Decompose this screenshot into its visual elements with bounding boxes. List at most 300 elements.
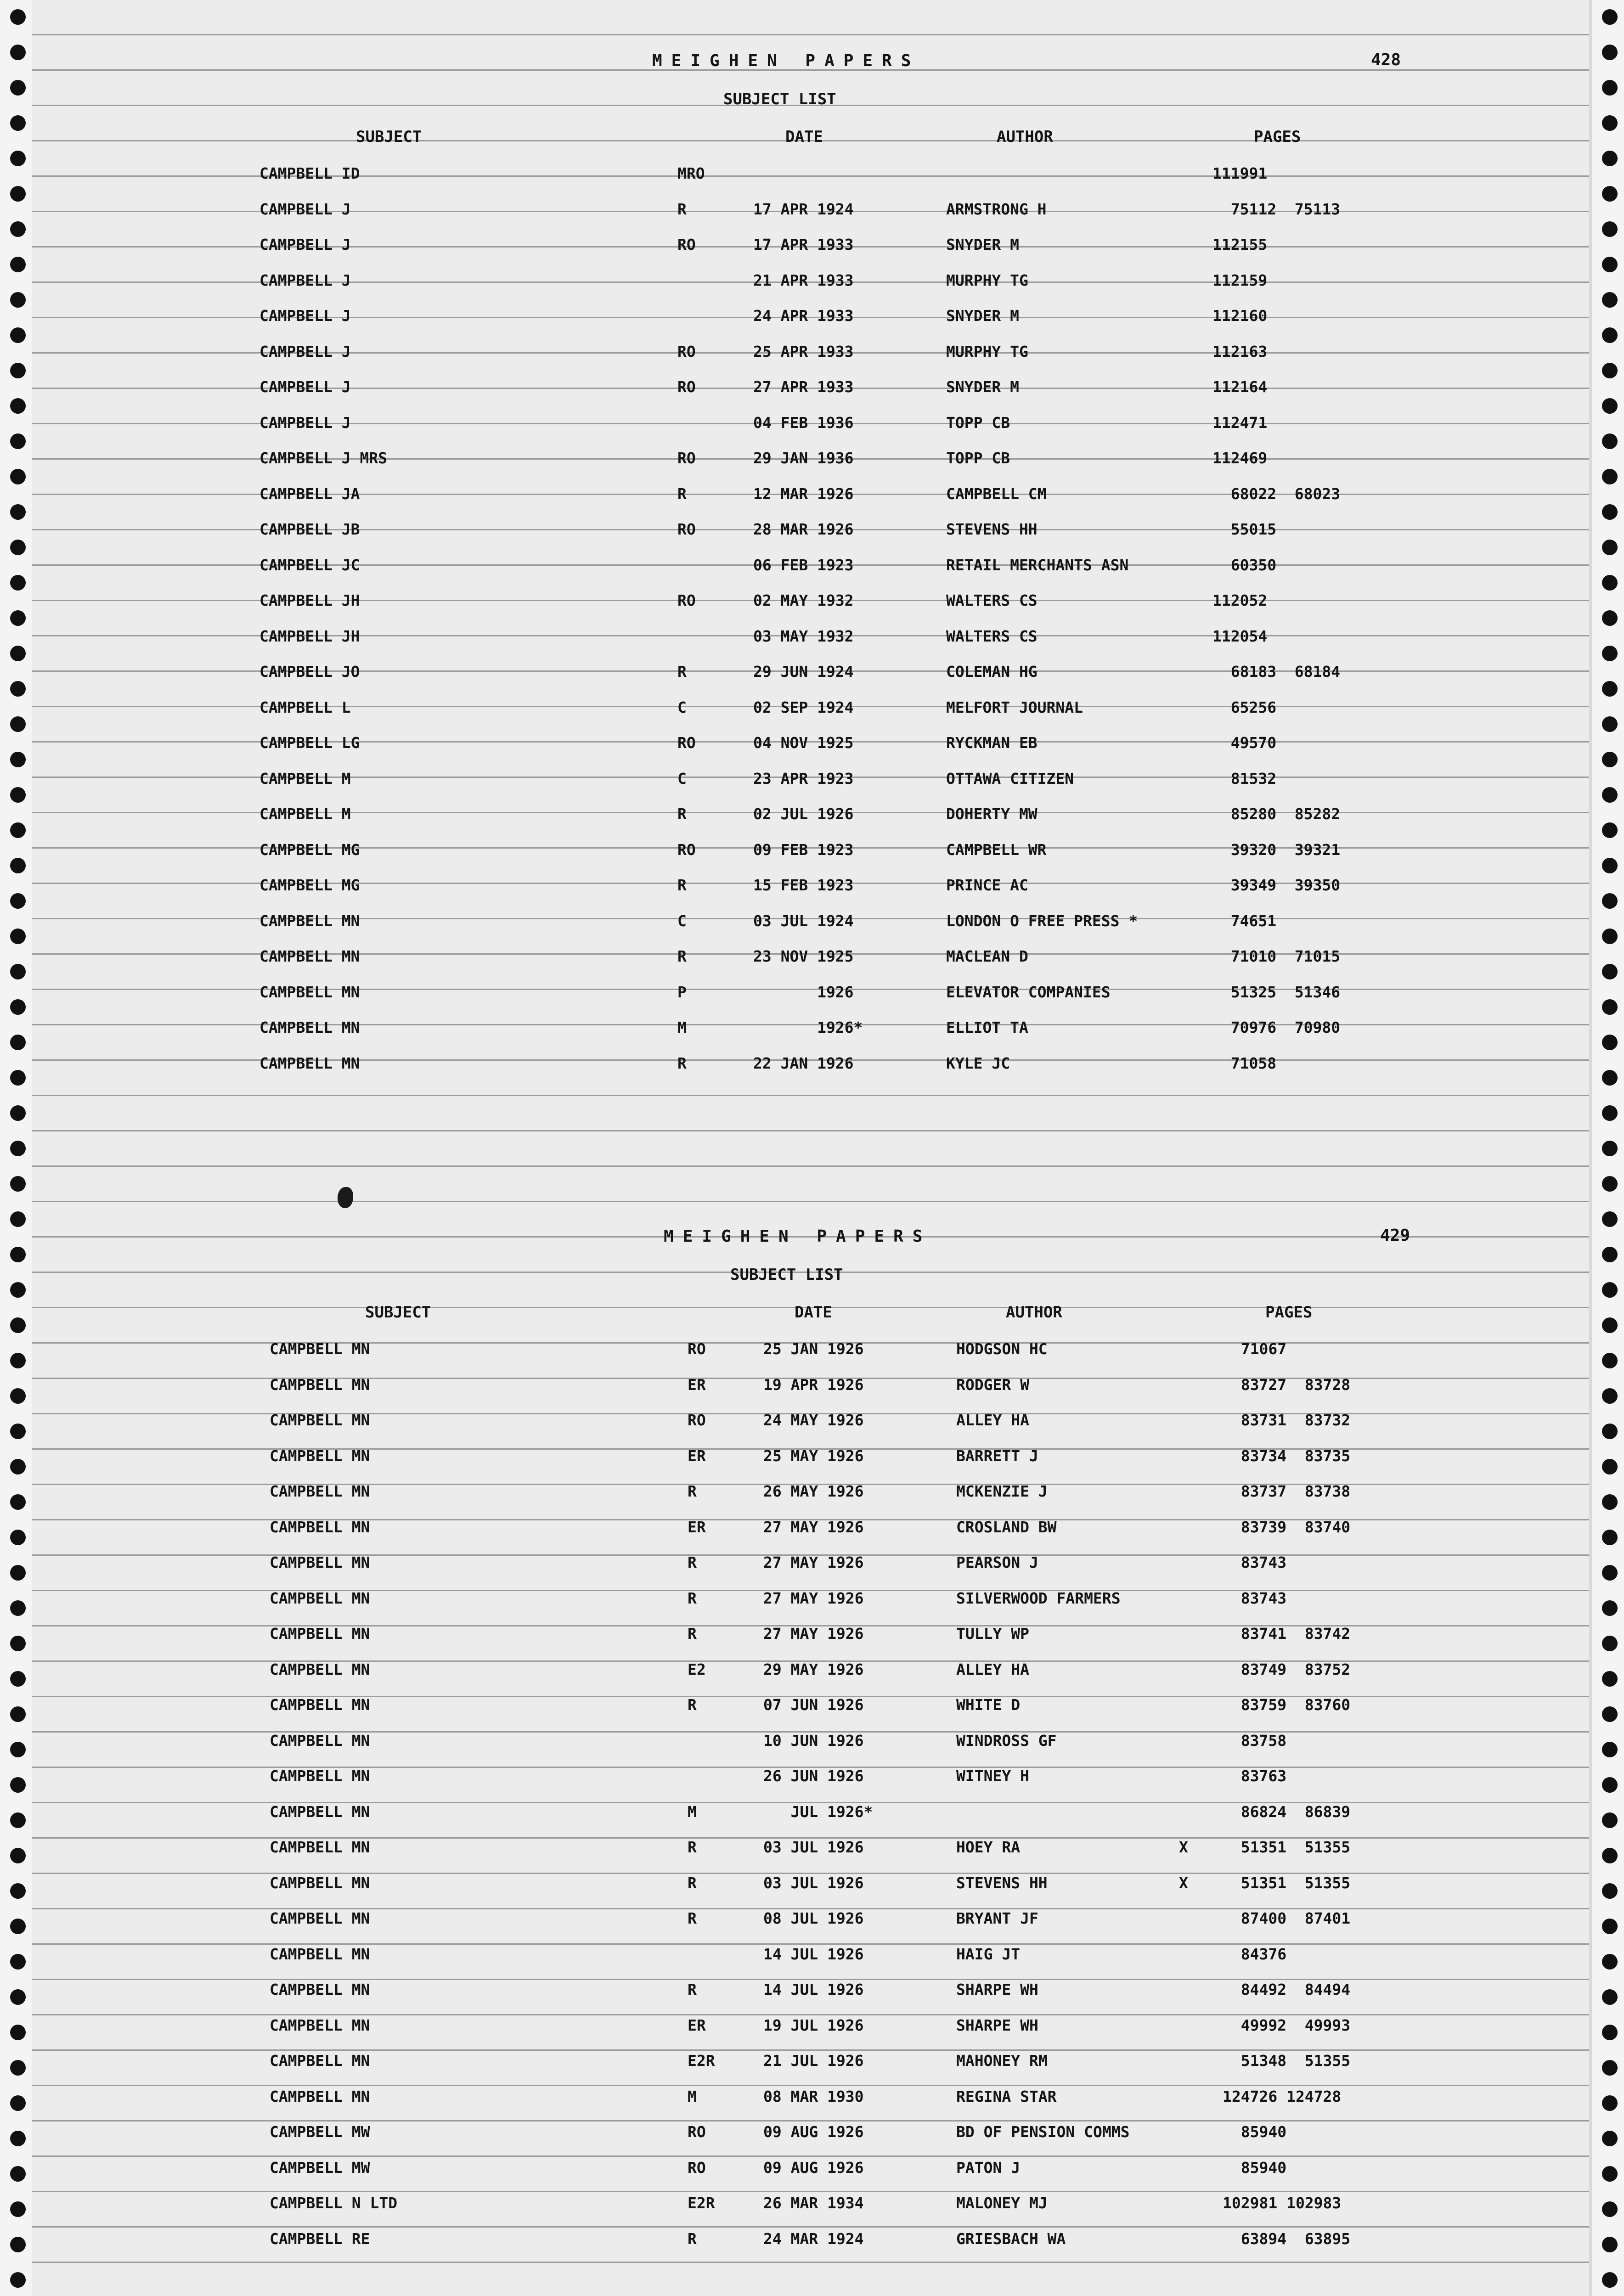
code-cell: RO — [688, 2158, 706, 2177]
author-cell: CROSLAND BW — [956, 1518, 1057, 1536]
author-cell: SNYDER M — [946, 378, 1019, 396]
subject-cell: CAMPBELL MN — [259, 983, 360, 1001]
code-cell: E2R — [688, 2194, 715, 2212]
author-cell: STEVENS HH — [946, 520, 1038, 538]
pages-cell: 83737 83738 — [1223, 1482, 1351, 1500]
subject-cell: CAMPBELL MN — [270, 1981, 370, 1998]
subject-cell: CAMPBELL MN — [270, 2087, 370, 2105]
subject-cell: CAMPBELL JC — [259, 556, 360, 574]
table-row — [10, 1759, 1624, 1795]
date-cell: 28 MAR 1926 — [753, 520, 854, 538]
date-cell: 27 MAY 1926 — [763, 1553, 864, 1571]
table-row — [10, 1616, 1624, 1652]
date-cell: 02 MAY 1932 — [753, 591, 854, 609]
pages-cell: 83731 83732 — [1223, 1411, 1351, 1429]
author-cell: TULLY WP — [956, 1625, 1029, 1643]
code-cell: R — [688, 1482, 697, 1500]
date-cell: 27 MAY 1926 — [763, 1518, 864, 1536]
date-cell: 29 JUN 1924 — [753, 663, 854, 681]
code-cell: M — [688, 2087, 697, 2105]
pages-cell: 83763 — [1223, 1767, 1287, 1785]
date-cell: 21 JUL 1926 — [763, 2052, 864, 2070]
code-cell: RO — [677, 236, 696, 253]
author-cell: PRINCE AC — [946, 876, 1028, 894]
mark-cell: X — [1179, 1838, 1188, 1856]
date-cell: 24 MAR 1924 — [763, 2229, 864, 2248]
author-cell: MAHONEY RM — [956, 2052, 1048, 2070]
table-row — [0, 833, 1624, 868]
date-cell: 15 FEB 1923 — [753, 876, 854, 894]
date-cell: 29 MAY 1926 — [763, 1660, 864, 1678]
date-cell: 02 JUL 1926 — [753, 805, 854, 823]
table-row — [10, 1901, 1624, 1937]
table-row — [10, 2222, 1624, 2257]
subject-cell: CAMPBELL JH — [259, 627, 360, 645]
date-cell: 19 APR 1926 — [763, 1375, 864, 1394]
code-cell: ER — [688, 2016, 706, 2034]
date-cell: 27 APR 1933 — [753, 378, 854, 396]
report-title: MEIGHEN PAPERS — [652, 51, 920, 70]
subject-cell: CAMPBELL MN — [270, 2016, 370, 2034]
pages-cell: 83739 83740 — [1223, 1518, 1351, 1536]
subject-cell: CAMPBELL MN — [270, 1482, 370, 1500]
author-cell: HODGSON HC — [956, 1340, 1048, 1358]
column-header-pages: PAGES — [1254, 128, 1301, 146]
author-cell: RYCKMAN EB — [946, 734, 1038, 752]
subject-cell: CAMPBELL MN — [259, 947, 360, 965]
author-cell: MURPHY TG — [946, 342, 1028, 360]
pages-cell: 112469 — [1212, 449, 1268, 467]
author-cell: RODGER W — [956, 1375, 1029, 1394]
code-cell: R — [688, 1874, 697, 1892]
column-header-author: AUTHOR — [1006, 1303, 1062, 1322]
subject-cell: CAMPBELL MN — [270, 2052, 370, 2070]
subject-cell: CAMPBELL MN — [270, 1802, 370, 1821]
subject-cell: CAMPBELL MG — [259, 876, 360, 894]
pages-cell: 111991 — [1212, 164, 1268, 182]
subject-cell: CAMPBELL MW — [270, 2123, 370, 2141]
date-cell: 07 JUN 1926 — [763, 1696, 864, 1714]
author-cell: ELLIOT TA — [946, 1019, 1028, 1036]
subject-list-rows — [0, 156, 1624, 1081]
date-cell: 14 JUL 1926 — [763, 1981, 864, 1998]
code-cell: RO — [688, 2123, 706, 2141]
code-cell: E2R — [688, 2052, 715, 2070]
date-cell: 19 JUL 1926 — [763, 2016, 864, 2034]
pages-cell: 51325 51346 — [1212, 983, 1341, 1001]
date-cell: 03 JUL 1926 — [763, 1838, 864, 1856]
subject-cell: CAMPBELL MN — [270, 1909, 370, 1927]
code-cell: R — [677, 200, 687, 218]
column-header-date: DATE — [785, 128, 823, 146]
date-cell: 06 FEB 1923 — [753, 556, 854, 574]
table-row — [0, 761, 1624, 797]
author-cell: TOPP CB — [946, 449, 1010, 467]
subject-cell: CAMPBELL MN — [270, 1696, 370, 1714]
table-row — [0, 441, 1624, 477]
pages-cell: 51351 51355 — [1223, 1838, 1351, 1856]
date-cell: 21 APR 1933 — [753, 271, 854, 289]
table-row — [0, 690, 1624, 726]
code-cell: MRO — [677, 164, 705, 182]
pages-cell: 81532 — [1212, 769, 1277, 788]
pages-cell: 51348 51355 — [1223, 2052, 1351, 2070]
subject-cell: CAMPBELL MN — [270, 1945, 370, 1963]
code-cell: R — [688, 1625, 697, 1643]
pages-cell: 71058 — [1212, 1054, 1277, 1072]
pages-cell: 39320 39321 — [1212, 840, 1341, 859]
code-cell: R — [688, 2229, 697, 2248]
subject-cell: CAMPBELL MN — [270, 1589, 370, 1607]
pages-cell: 83741 83742 — [1223, 1625, 1351, 1643]
date-cell: 02 SEP 1924 — [753, 698, 854, 716]
author-cell: CAMPBELL WR — [946, 840, 1047, 859]
author-cell: GRIESBACH WA — [956, 2229, 1066, 2248]
report-section-429 — [0, 1176, 1624, 2296]
code-cell: R — [677, 663, 687, 681]
author-cell: SNYDER M — [946, 307, 1019, 325]
table-row — [10, 2186, 1624, 2222]
subject-cell: CAMPBELL MN — [270, 1518, 370, 1536]
table-row — [10, 2043, 1624, 2079]
subject-cell: CAMPBELL MN — [270, 1375, 370, 1394]
table-row — [10, 1866, 1624, 1902]
pages-cell: 85280 85282 — [1212, 805, 1341, 823]
subject-cell: CAMPBELL MN — [270, 1625, 370, 1643]
table-row — [0, 619, 1624, 655]
pages-cell: 112159 — [1212, 271, 1268, 289]
date-cell: 22 JAN 1926 — [753, 1054, 854, 1072]
table-row — [10, 1723, 1624, 1759]
code-cell: R — [677, 876, 687, 894]
date-cell: 09 FEB 1923 — [753, 840, 854, 859]
author-cell: TOPP CB — [946, 413, 1010, 432]
report-subtitle: SUBJECT LIST — [723, 90, 836, 108]
mark-cell: X — [1179, 1874, 1188, 1892]
subject-cell: CAMPBELL J — [259, 413, 351, 432]
code-cell: R — [688, 1909, 697, 1927]
table-row — [0, 654, 1624, 690]
author-cell: WITNEY H — [956, 1767, 1029, 1785]
pages-cell: 75112 75113 — [1212, 200, 1341, 218]
subject-cell: CAMPBELL MN — [270, 1340, 370, 1358]
date-cell: 24 APR 1933 — [753, 307, 854, 325]
pages-cell: 86824 86839 — [1223, 1802, 1351, 1821]
author-cell: PATON J — [956, 2158, 1021, 2177]
pages-cell: 83734 83735 — [1223, 1446, 1351, 1465]
code-cell: R — [688, 1696, 697, 1714]
pages-cell: 112155 — [1212, 236, 1268, 253]
table-row — [10, 1545, 1624, 1581]
date-cell: 04 FEB 1936 — [753, 413, 854, 432]
subject-cell: CAMPBELL MG — [259, 840, 360, 859]
pages-cell: 51351 51355 — [1223, 1874, 1351, 1892]
pages-cell: 85940 — [1223, 2158, 1287, 2177]
subject-cell: CAMPBELL JB — [259, 520, 360, 538]
subject-cell: CAMPBELL JH — [259, 591, 360, 609]
table-row — [10, 1403, 1624, 1439]
date-cell: 14 JUL 1926 — [763, 1945, 864, 1963]
date-cell: 23 NOV 1925 — [753, 947, 854, 965]
pages-cell: 83743 — [1223, 1553, 1287, 1571]
subject-cell: CAMPBELL RE — [270, 2229, 370, 2248]
date-cell: 08 MAR 1930 — [763, 2087, 864, 2105]
author-cell: CAMPBELL CM — [946, 484, 1047, 503]
code-cell: ER — [688, 1518, 706, 1536]
author-cell: REGINA STAR — [956, 2087, 1057, 2105]
pages-cell: 68183 68184 — [1212, 663, 1341, 681]
subject-cell: CAMPBELL LG — [259, 734, 360, 752]
subject-cell: CAMPBELL J — [259, 236, 351, 253]
author-cell: LONDON O FREE PRESS * — [946, 912, 1138, 930]
table-row — [0, 192, 1624, 228]
table-row — [10, 1510, 1624, 1546]
table-row — [0, 405, 1624, 441]
report-subtitle: SUBJECT LIST — [730, 1266, 843, 1284]
subject-cell: CAMPBELL J — [259, 378, 351, 396]
code-cell: R — [688, 1553, 697, 1571]
pages-cell: 112054 — [1212, 627, 1268, 645]
date-cell: 26 MAR 1934 — [763, 2194, 864, 2212]
pages-cell: 70976 70980 — [1212, 1019, 1341, 1036]
column-header-author: AUTHOR — [997, 128, 1053, 146]
author-cell: HOEY RA — [956, 1838, 1021, 1856]
table-row — [10, 1688, 1624, 1723]
code-cell: ER — [688, 1446, 706, 1465]
table-row — [0, 904, 1624, 940]
author-cell: PEARSON J — [956, 1553, 1038, 1571]
author-cell: BARRETT J — [956, 1446, 1038, 1465]
date-cell: JUL 1926* — [763, 1802, 873, 1821]
subject-cell: CAMPBELL MN — [259, 1019, 360, 1036]
author-cell: MELFORT JOURNAL — [946, 698, 1083, 716]
table-row — [10, 2008, 1624, 2044]
code-cell: R — [677, 805, 687, 823]
table-row — [0, 1046, 1624, 1082]
subject-cell: CAMPBELL N LTD — [270, 2194, 398, 2212]
code-cell: RO — [677, 520, 696, 538]
pages-cell: 112471 — [1212, 413, 1268, 432]
table-row — [0, 227, 1624, 263]
page-number: 429 — [1380, 1226, 1410, 1245]
subject-cell: CAMPBELL MN — [270, 1838, 370, 1856]
author-cell: MURPHY TG — [946, 271, 1028, 289]
subject-cell: CAMPBELL J — [259, 342, 351, 360]
subject-cell: CAMPBELL MN — [270, 1446, 370, 1465]
author-cell: RETAIL MERCHANTS ASN — [946, 556, 1129, 574]
subject-cell: CAMPBELL MN — [270, 1874, 370, 1892]
code-cell: R — [688, 1981, 697, 1998]
author-cell: SHARPE WH — [956, 2016, 1038, 2034]
table-row — [0, 477, 1624, 512]
pages-cell: 71067 — [1223, 1340, 1287, 1358]
code-cell: M — [688, 1802, 697, 1821]
pages-cell: 65256 — [1212, 698, 1277, 716]
date-cell: 08 JUL 1926 — [763, 1909, 864, 1927]
subject-cell: CAMPBELL MN — [270, 1553, 370, 1571]
date-cell: 04 NOV 1925 — [753, 734, 854, 752]
author-cell: HAIG JT — [956, 1945, 1021, 1963]
subject-cell: CAMPBELL MW — [270, 2158, 370, 2177]
subject-cell: CAMPBELL J MRS — [259, 449, 388, 467]
table-row — [10, 1439, 1624, 1474]
date-cell: 24 MAY 1926 — [763, 1411, 864, 1429]
subject-cell: CAMPBELL MN — [270, 1411, 370, 1429]
code-cell: RO — [688, 1340, 706, 1358]
table-row — [0, 334, 1624, 370]
author-cell: WINDROSS GF — [956, 1731, 1057, 1750]
code-cell: R — [688, 1838, 697, 1856]
author-cell: BD OF PENSION COMMS — [956, 2123, 1130, 2141]
code-cell: C — [677, 769, 687, 788]
subject-cell: CAMPBELL JA — [259, 484, 360, 503]
author-cell: SILVERWOOD FARMERS — [956, 1589, 1121, 1607]
pages-cell: 112164 — [1212, 378, 1268, 396]
date-cell: 03 JUL 1924 — [753, 912, 854, 930]
code-cell: E2 — [688, 1660, 706, 1678]
table-row — [10, 1937, 1624, 1973]
table-row — [0, 975, 1624, 1011]
pages-cell: 39349 39350 — [1212, 876, 1341, 894]
pages-cell: 83759 83760 — [1223, 1696, 1351, 1714]
pages-cell: 74651 — [1212, 912, 1277, 930]
table-row — [10, 2150, 1624, 2186]
code-cell: R — [677, 1054, 687, 1072]
table-row — [0, 726, 1624, 761]
table-row — [10, 1367, 1624, 1403]
table-row — [0, 868, 1624, 904]
date-cell: 27 MAY 1926 — [763, 1625, 864, 1643]
code-cell: RO — [677, 840, 696, 859]
code-cell: R — [688, 1589, 697, 1607]
date-cell: 27 MAY 1926 — [763, 1589, 864, 1607]
table-row — [0, 298, 1624, 334]
pages-cell: 49570 — [1212, 734, 1277, 752]
report-title: MEIGHEN PAPERS — [664, 1227, 932, 1246]
subject-list-rows — [10, 1332, 1624, 2257]
pages-cell: 83727 83728 — [1223, 1375, 1351, 1394]
table-row — [10, 1972, 1624, 2008]
table-row — [0, 939, 1624, 975]
date-cell: 26 JUN 1926 — [763, 1767, 864, 1785]
pages-cell: 83758 — [1223, 1731, 1287, 1750]
subject-cell: CAMPBELL MN — [270, 1767, 370, 1785]
code-cell: RO — [677, 591, 696, 609]
date-cell: 17 APR 1924 — [753, 200, 854, 218]
code-cell: RO — [677, 342, 696, 360]
author-cell: BRYANT JF — [956, 1909, 1038, 1927]
table-row — [0, 263, 1624, 299]
date-cell: 09 AUG 1926 — [763, 2158, 864, 2177]
pages-cell: 112163 — [1212, 342, 1268, 360]
pages-cell: 68022 68023 — [1212, 484, 1341, 503]
table-row — [10, 1652, 1624, 1688]
author-cell: KYLE JC — [946, 1054, 1010, 1072]
subject-cell: CAMPBELL J — [259, 271, 351, 289]
author-cell: STEVENS HH — [956, 1874, 1048, 1892]
date-cell: 25 MAY 1926 — [763, 1446, 864, 1465]
code-cell: C — [677, 912, 687, 930]
author-cell: ALLEY HA — [956, 1660, 1029, 1678]
date-cell: 23 APR 1923 — [753, 769, 854, 788]
subject-cell: CAMPBELL M — [259, 805, 351, 823]
pages-cell: 124726 124728 — [1223, 2087, 1342, 2105]
author-cell: WALTERS CS — [946, 627, 1038, 645]
pages-cell: 71010 71015 — [1212, 947, 1341, 965]
column-header-subject: SUBJECT — [365, 1303, 431, 1322]
date-cell: 03 MAY 1932 — [753, 627, 854, 645]
pages-cell: 102981 102983 — [1223, 2194, 1342, 2212]
table-row — [10, 1332, 1624, 1367]
pages-cell: 83743 — [1223, 1589, 1287, 1607]
author-cell: WALTERS CS — [946, 591, 1038, 609]
subject-cell: CAMPBELL M — [259, 769, 351, 788]
pages-cell: 84492 84494 — [1223, 1981, 1351, 1998]
subject-cell: CAMPBELL MN — [270, 1731, 370, 1750]
table-row — [10, 2079, 1624, 2115]
date-cell: 12 MAR 1926 — [753, 484, 854, 503]
author-cell: MALONEY MJ — [956, 2194, 1048, 2212]
pages-cell: 83749 83752 — [1223, 1660, 1351, 1678]
pages-cell: 84376 — [1223, 1945, 1287, 1963]
table-row — [0, 156, 1624, 192]
author-cell: MACLEAN D — [946, 947, 1028, 965]
table-row — [10, 1830, 1624, 1866]
code-cell: M — [677, 1019, 687, 1036]
code-cell: C — [677, 698, 687, 716]
date-cell: 1926* — [753, 1019, 863, 1036]
pages-cell: 85940 — [1223, 2123, 1287, 2141]
table-row — [0, 797, 1624, 833]
table-row — [10, 2115, 1624, 2150]
pages-cell: 112160 — [1212, 307, 1268, 325]
column-header-pages: PAGES — [1265, 1303, 1313, 1322]
date-cell: 1926 — [753, 983, 854, 1001]
code-cell: R — [677, 947, 687, 965]
table-row — [10, 1474, 1624, 1510]
code-cell: RO — [688, 1411, 706, 1429]
date-cell: 09 AUG 1926 — [763, 2123, 864, 2141]
page-number: 428 — [1371, 51, 1401, 69]
date-cell: 17 APR 1933 — [753, 236, 854, 253]
subject-cell: CAMPBELL MN — [270, 1660, 370, 1678]
date-cell: 25 APR 1933 — [753, 342, 854, 360]
author-cell: DOHERTY MW — [946, 805, 1038, 823]
subject-cell: CAMPBELL J — [259, 307, 351, 325]
pages-cell: 112052 — [1212, 591, 1268, 609]
code-cell: RO — [677, 449, 696, 467]
pages-cell: 63894 63895 — [1223, 2229, 1351, 2248]
subject-cell: CAMPBELL JO — [259, 663, 360, 681]
date-cell: 26 MAY 1926 — [763, 1482, 864, 1500]
pages-cell: 87400 87401 — [1223, 1909, 1351, 1927]
code-cell: RO — [677, 378, 696, 396]
pages-cell: 49992 49993 — [1223, 2016, 1351, 2034]
date-cell: 25 JAN 1926 — [763, 1340, 864, 1358]
table-row — [0, 512, 1624, 548]
author-cell: ARMSTRONG H — [946, 200, 1047, 218]
table-row — [0, 1010, 1624, 1046]
date-cell: 29 JAN 1936 — [753, 449, 854, 467]
date-cell: 10 JUN 1926 — [763, 1731, 864, 1750]
column-header-subject: SUBJECT — [356, 128, 422, 146]
subject-cell: CAMPBELL MN — [259, 1054, 360, 1072]
table-row — [0, 370, 1624, 405]
code-cell: ER — [688, 1375, 706, 1394]
author-cell: OTTAWA CITIZEN — [946, 769, 1074, 788]
author-cell: SHARPE WH — [956, 1981, 1038, 1998]
author-cell: WHITE D — [956, 1696, 1021, 1714]
